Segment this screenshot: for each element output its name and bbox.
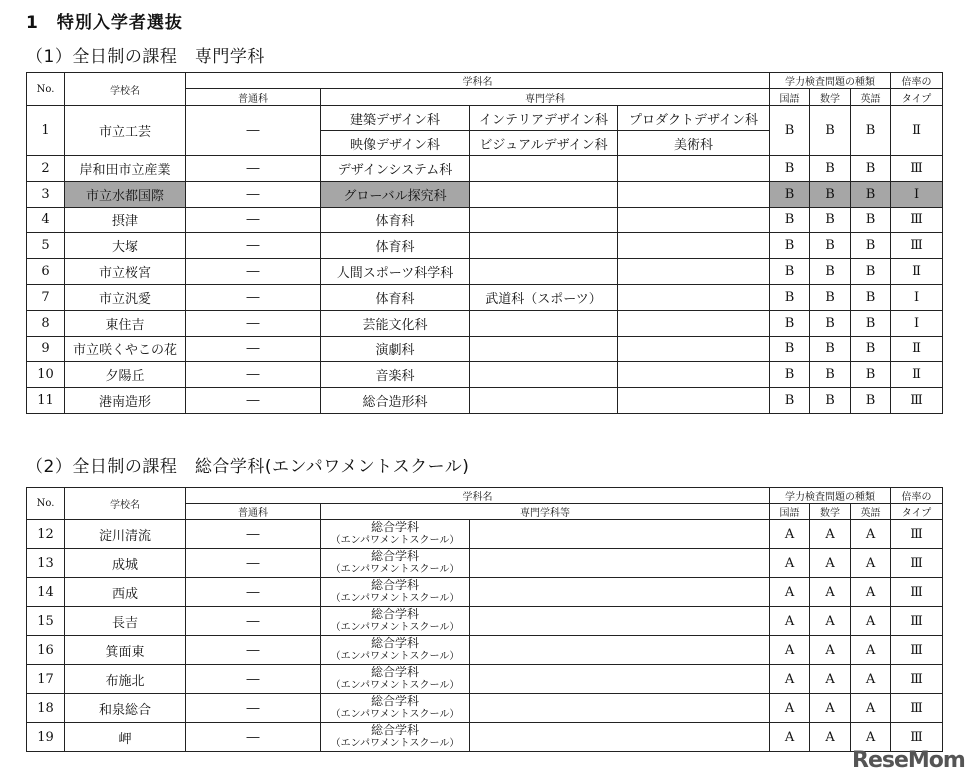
row-no: 6: [27, 259, 65, 285]
row-dept: [618, 156, 770, 182]
row-type: Ⅱ: [891, 106, 943, 156]
row-kokugo: B: [770, 362, 810, 388]
table-row: [27, 284, 943, 310]
row-suugaku: A: [810, 549, 851, 578]
row-dept: 人間スポーツ科学科: [321, 259, 470, 285]
row-dept: 体育科: [321, 284, 470, 310]
row-eigo: A: [851, 694, 891, 723]
row-futsuu: ―: [186, 362, 321, 388]
row-type: Ⅲ: [891, 156, 943, 182]
row-senmon-blank: [470, 636, 770, 665]
row-futsuu: ―: [186, 336, 321, 362]
row-eigo: A: [851, 578, 891, 607]
row-futsuu: ―: [186, 233, 321, 259]
row-eigo: B: [851, 156, 891, 182]
section1-table: [26, 72, 943, 414]
row-kokugo: A: [770, 578, 810, 607]
row-senmon-blank: [470, 578, 770, 607]
row-type: Ⅰ: [891, 310, 943, 336]
row-no: 18: [27, 694, 65, 723]
dept-line-1: 総合学科: [370, 665, 419, 679]
row-suugaku: A: [810, 665, 851, 694]
row-eigo: A: [851, 549, 891, 578]
row-suugaku: B: [810, 362, 851, 388]
row-kokugo: A: [770, 549, 810, 578]
row-dept: [321, 607, 470, 636]
header-eigo: 英語: [851, 89, 891, 106]
table-row: [27, 549, 943, 578]
row-type: Ⅱ: [891, 259, 943, 285]
row-suugaku: B: [810, 156, 851, 182]
row-dept: [618, 310, 770, 336]
table-row: [27, 636, 943, 665]
row-type: Ⅲ: [891, 549, 943, 578]
row-senmon-blank: [470, 549, 770, 578]
row-dept: [321, 549, 470, 578]
row-suugaku: A: [810, 607, 851, 636]
dept-line-2: （エンパワメントスクール）: [330, 709, 460, 720]
dept-line-1: 総合学科: [370, 578, 419, 592]
row-no: 2: [27, 156, 65, 182]
header-no: No.: [27, 73, 65, 106]
row-type: Ⅲ: [891, 607, 943, 636]
header-dept: 学科名: [186, 488, 770, 504]
table-row: [27, 310, 943, 336]
section2-table: [26, 487, 943, 752]
table-row: [27, 723, 943, 752]
row-eigo: B: [851, 106, 891, 156]
header-school: 学校名: [65, 488, 186, 520]
row-dept: [618, 362, 770, 388]
dept-line-2: （エンパワメントスクール）: [330, 564, 460, 575]
dept-line-1: 総合学科: [370, 636, 419, 650]
row-suugaku: A: [810, 636, 851, 665]
row-no: 3: [27, 181, 65, 207]
row-type: Ⅲ: [891, 388, 943, 414]
row-kokugo: B: [770, 259, 810, 285]
row-no: 7: [27, 284, 65, 310]
row-kokugo: A: [770, 636, 810, 665]
row-futsuu: ―: [186, 106, 321, 156]
row-dept: [321, 520, 470, 549]
row-dept: [618, 388, 770, 414]
row-eigo: B: [851, 310, 891, 336]
row-futsuu: ―: [186, 665, 321, 694]
row-no: 5: [27, 233, 65, 259]
row-type: Ⅲ: [891, 694, 943, 723]
section1-title: （1）全日制の課程 専門学科: [26, 47, 265, 67]
row-suugaku: B: [810, 106, 851, 156]
row-school: 摂津: [65, 207, 186, 233]
row-eigo: A: [851, 520, 891, 549]
header-exam: 学力検査問題の種類: [770, 73, 891, 89]
header-bairitsu-2: タイプ: [891, 89, 943, 106]
row-school: 淀川清流: [65, 520, 186, 549]
row-suugaku: B: [810, 233, 851, 259]
row-dept: [618, 259, 770, 285]
row-suugaku: B: [810, 259, 851, 285]
row-no: 11: [27, 388, 65, 414]
row-eigo: B: [851, 233, 891, 259]
row-type: Ⅲ: [891, 233, 943, 259]
resemom-logo: ReseMom: [852, 748, 965, 773]
row-no: 14: [27, 578, 65, 607]
row-school: 岸和田市立産業: [65, 156, 186, 182]
row-futsuu: ―: [186, 259, 321, 285]
header-kokugo: 国語: [770, 504, 810, 520]
row-dept: [321, 694, 470, 723]
table-row: [27, 106, 943, 131]
row-dept: [321, 723, 470, 752]
table-row: [27, 207, 943, 233]
table-row: [27, 336, 943, 362]
row-type: Ⅲ: [891, 207, 943, 233]
row-eigo: A: [851, 665, 891, 694]
dept-line-2: （エンパワメントスクール）: [330, 593, 460, 604]
header-kokugo: 国語: [770, 89, 810, 106]
row-eigo: B: [851, 181, 891, 207]
row-no: 10: [27, 362, 65, 388]
row-eigo: B: [851, 207, 891, 233]
row-kokugo: B: [770, 181, 810, 207]
row-school: 港南造形: [65, 388, 186, 414]
row-kokugo: B: [770, 388, 810, 414]
row-dept: プロダクトデザイン科: [618, 106, 770, 131]
row-kokugo: B: [770, 284, 810, 310]
row-senmon-blank: [470, 607, 770, 636]
dept-line-1: 総合学科: [370, 549, 419, 563]
dept-line-2: （エンパワメントスクール）: [330, 622, 460, 633]
row-school: 夕陽丘: [65, 362, 186, 388]
row-kokugo: A: [770, 520, 810, 549]
row-kokugo: B: [770, 233, 810, 259]
row-dept: 総合造形科: [321, 388, 470, 414]
header-eigo: 英語: [851, 504, 891, 520]
table-row: [27, 578, 943, 607]
table-row: [27, 259, 943, 285]
row-no: 4: [27, 207, 65, 233]
row-school: 東住吉: [65, 310, 186, 336]
header-suugaku: 数学: [810, 89, 851, 106]
row-futsuu: ―: [186, 636, 321, 665]
table-row: [27, 694, 943, 723]
row-school: 岬: [65, 723, 186, 752]
row-dept: [470, 362, 618, 388]
row-dept: グローバル探究科: [321, 181, 470, 207]
row-dept: 演劇科: [321, 336, 470, 362]
row-type: Ⅲ: [891, 636, 943, 665]
row-senmon-blank: [470, 665, 770, 694]
row-school: 和泉総合: [65, 694, 186, 723]
row-futsuu: ―: [186, 723, 321, 752]
row-futsuu: ―: [186, 549, 321, 578]
dept-line-2: （エンパワメントスクール）: [330, 651, 460, 662]
row-dept: 美術科: [618, 131, 770, 156]
row-school: 大塚: [65, 233, 186, 259]
row-school: 箕面東: [65, 636, 186, 665]
row-eigo: A: [851, 607, 891, 636]
row-dept: [470, 336, 618, 362]
row-futsuu: ―: [186, 284, 321, 310]
row-kokugo: A: [770, 607, 810, 636]
header-exam: 学力検査問題の種類: [770, 488, 891, 504]
row-school: 市立桜宮: [65, 259, 186, 285]
table-row: [27, 156, 943, 182]
table-row: [27, 607, 943, 636]
row-dept: [321, 665, 470, 694]
row-school: 長吉: [65, 607, 186, 636]
header-futsuu: 普通科: [186, 504, 321, 520]
header-school: 学校名: [65, 73, 186, 106]
dept-line-2: （エンパワメントスクール）: [330, 535, 460, 546]
row-eigo: A: [851, 636, 891, 665]
row-suugaku: B: [810, 284, 851, 310]
header-senmon: 専門学科等: [321, 504, 770, 520]
row-futsuu: ―: [186, 207, 321, 233]
row-type: Ⅰ: [891, 181, 943, 207]
row-dept: 体育科: [321, 233, 470, 259]
row-dept: [470, 181, 618, 207]
row-suugaku: A: [810, 578, 851, 607]
row-eigo: B: [851, 388, 891, 414]
row-type: Ⅲ: [891, 520, 943, 549]
row-dept: [470, 156, 618, 182]
row-kokugo: A: [770, 665, 810, 694]
row-senmon-blank: [470, 694, 770, 723]
row-dept: [618, 336, 770, 362]
dept-line-2: （エンパワメントスクール）: [330, 680, 460, 691]
table-row: [27, 362, 943, 388]
row-school: 市立水都国際: [65, 181, 186, 207]
row-dept: ビジュアルデザイン科: [470, 131, 618, 156]
row-type: Ⅲ: [891, 578, 943, 607]
table-row: [27, 388, 943, 414]
row-school: 市立汎愛: [65, 284, 186, 310]
row-kokugo: B: [770, 106, 810, 156]
header-senmon: 専門学科: [321, 89, 770, 106]
row-dept: [618, 284, 770, 310]
dept-line-1: 総合学科: [370, 694, 419, 708]
dept-line-1: 総合学科: [370, 520, 419, 534]
row-type: Ⅱ: [891, 362, 943, 388]
row-school: 西成: [65, 578, 186, 607]
header-bairitsu-1: 倍率の: [891, 73, 943, 89]
row-suugaku: B: [810, 388, 851, 414]
row-suugaku: B: [810, 181, 851, 207]
row-kokugo: B: [770, 310, 810, 336]
row-dept: インテリアデザイン科: [470, 106, 618, 131]
row-senmon-blank: [470, 723, 770, 752]
header-suugaku: 数学: [810, 504, 851, 520]
row-dept: 映像デザイン科: [321, 131, 470, 156]
header-bairitsu-2: タイプ: [891, 504, 943, 520]
row-school: 市立工芸: [65, 106, 186, 156]
row-senmon-blank: [470, 520, 770, 549]
row-dept: [618, 181, 770, 207]
row-suugaku: A: [810, 694, 851, 723]
header-dept: 学科名: [186, 73, 770, 89]
row-kokugo: A: [770, 723, 810, 752]
dept-line-1: 総合学科: [370, 607, 419, 621]
row-dept: [470, 388, 618, 414]
row-kokugo: B: [770, 336, 810, 362]
row-eigo: B: [851, 336, 891, 362]
row-no: 13: [27, 549, 65, 578]
section2-title: （2）全日制の課程 総合学科(エンパワメントスクール): [26, 457, 470, 477]
dept-line-2: （エンパワメントスクール）: [330, 738, 460, 749]
header-no: No.: [27, 488, 65, 520]
table-row: [27, 233, 943, 259]
row-no: 12: [27, 520, 65, 549]
row-futsuu: ―: [186, 156, 321, 182]
row-type: Ⅰ: [891, 284, 943, 310]
row-futsuu: ―: [186, 388, 321, 414]
row-futsuu: ―: [186, 310, 321, 336]
row-school: 成城: [65, 549, 186, 578]
dept-line-1: 総合学科: [370, 723, 419, 737]
row-suugaku: B: [810, 207, 851, 233]
row-no: 1: [27, 106, 65, 156]
row-no: 9: [27, 336, 65, 362]
row-kokugo: B: [770, 156, 810, 182]
row-futsuu: ―: [186, 578, 321, 607]
row-dept: 体育科: [321, 207, 470, 233]
row-dept: [470, 207, 618, 233]
row-futsuu: ―: [186, 694, 321, 723]
row-type: Ⅲ: [891, 723, 943, 752]
row-suugaku: A: [810, 723, 851, 752]
row-kokugo: A: [770, 694, 810, 723]
row-dept: 芸能文化科: [321, 310, 470, 336]
row-futsuu: ―: [186, 607, 321, 636]
row-dept: 音楽科: [321, 362, 470, 388]
table-row: [27, 181, 943, 207]
row-no: 16: [27, 636, 65, 665]
table-row: [27, 520, 943, 549]
row-no: 15: [27, 607, 65, 636]
row-eigo: B: [851, 362, 891, 388]
row-dept: [470, 233, 618, 259]
row-suugaku: A: [810, 520, 851, 549]
row-no: 19: [27, 723, 65, 752]
header-futsuu: 普通科: [186, 89, 321, 106]
row-dept: [618, 233, 770, 259]
row-eigo: B: [851, 284, 891, 310]
page-heading: 1 特別入学者選抜: [26, 13, 183, 33]
row-type: Ⅲ: [891, 665, 943, 694]
row-school: 布施北: [65, 665, 186, 694]
row-eigo: A: [851, 723, 891, 752]
row-dept: デザインシステム科: [321, 156, 470, 182]
row-kokugo: B: [770, 207, 810, 233]
row-dept: [470, 310, 618, 336]
row-dept: [470, 259, 618, 285]
header-bairitsu-1: 倍率の: [891, 488, 943, 504]
row-dept: [618, 207, 770, 233]
row-dept: [321, 578, 470, 607]
row-futsuu: ―: [186, 181, 321, 207]
row-suugaku: B: [810, 310, 851, 336]
row-no: 8: [27, 310, 65, 336]
row-type: Ⅱ: [891, 336, 943, 362]
row-dept: [321, 636, 470, 665]
table-row: [27, 665, 943, 694]
row-school: 市立咲くやこの花: [65, 336, 186, 362]
row-suugaku: B: [810, 336, 851, 362]
row-no: 17: [27, 665, 65, 694]
row-eigo: B: [851, 259, 891, 285]
row-dept: 武道科（スポーツ）: [470, 284, 618, 310]
row-dept: 建築デザイン科: [321, 106, 470, 131]
row-futsuu: ―: [186, 520, 321, 549]
